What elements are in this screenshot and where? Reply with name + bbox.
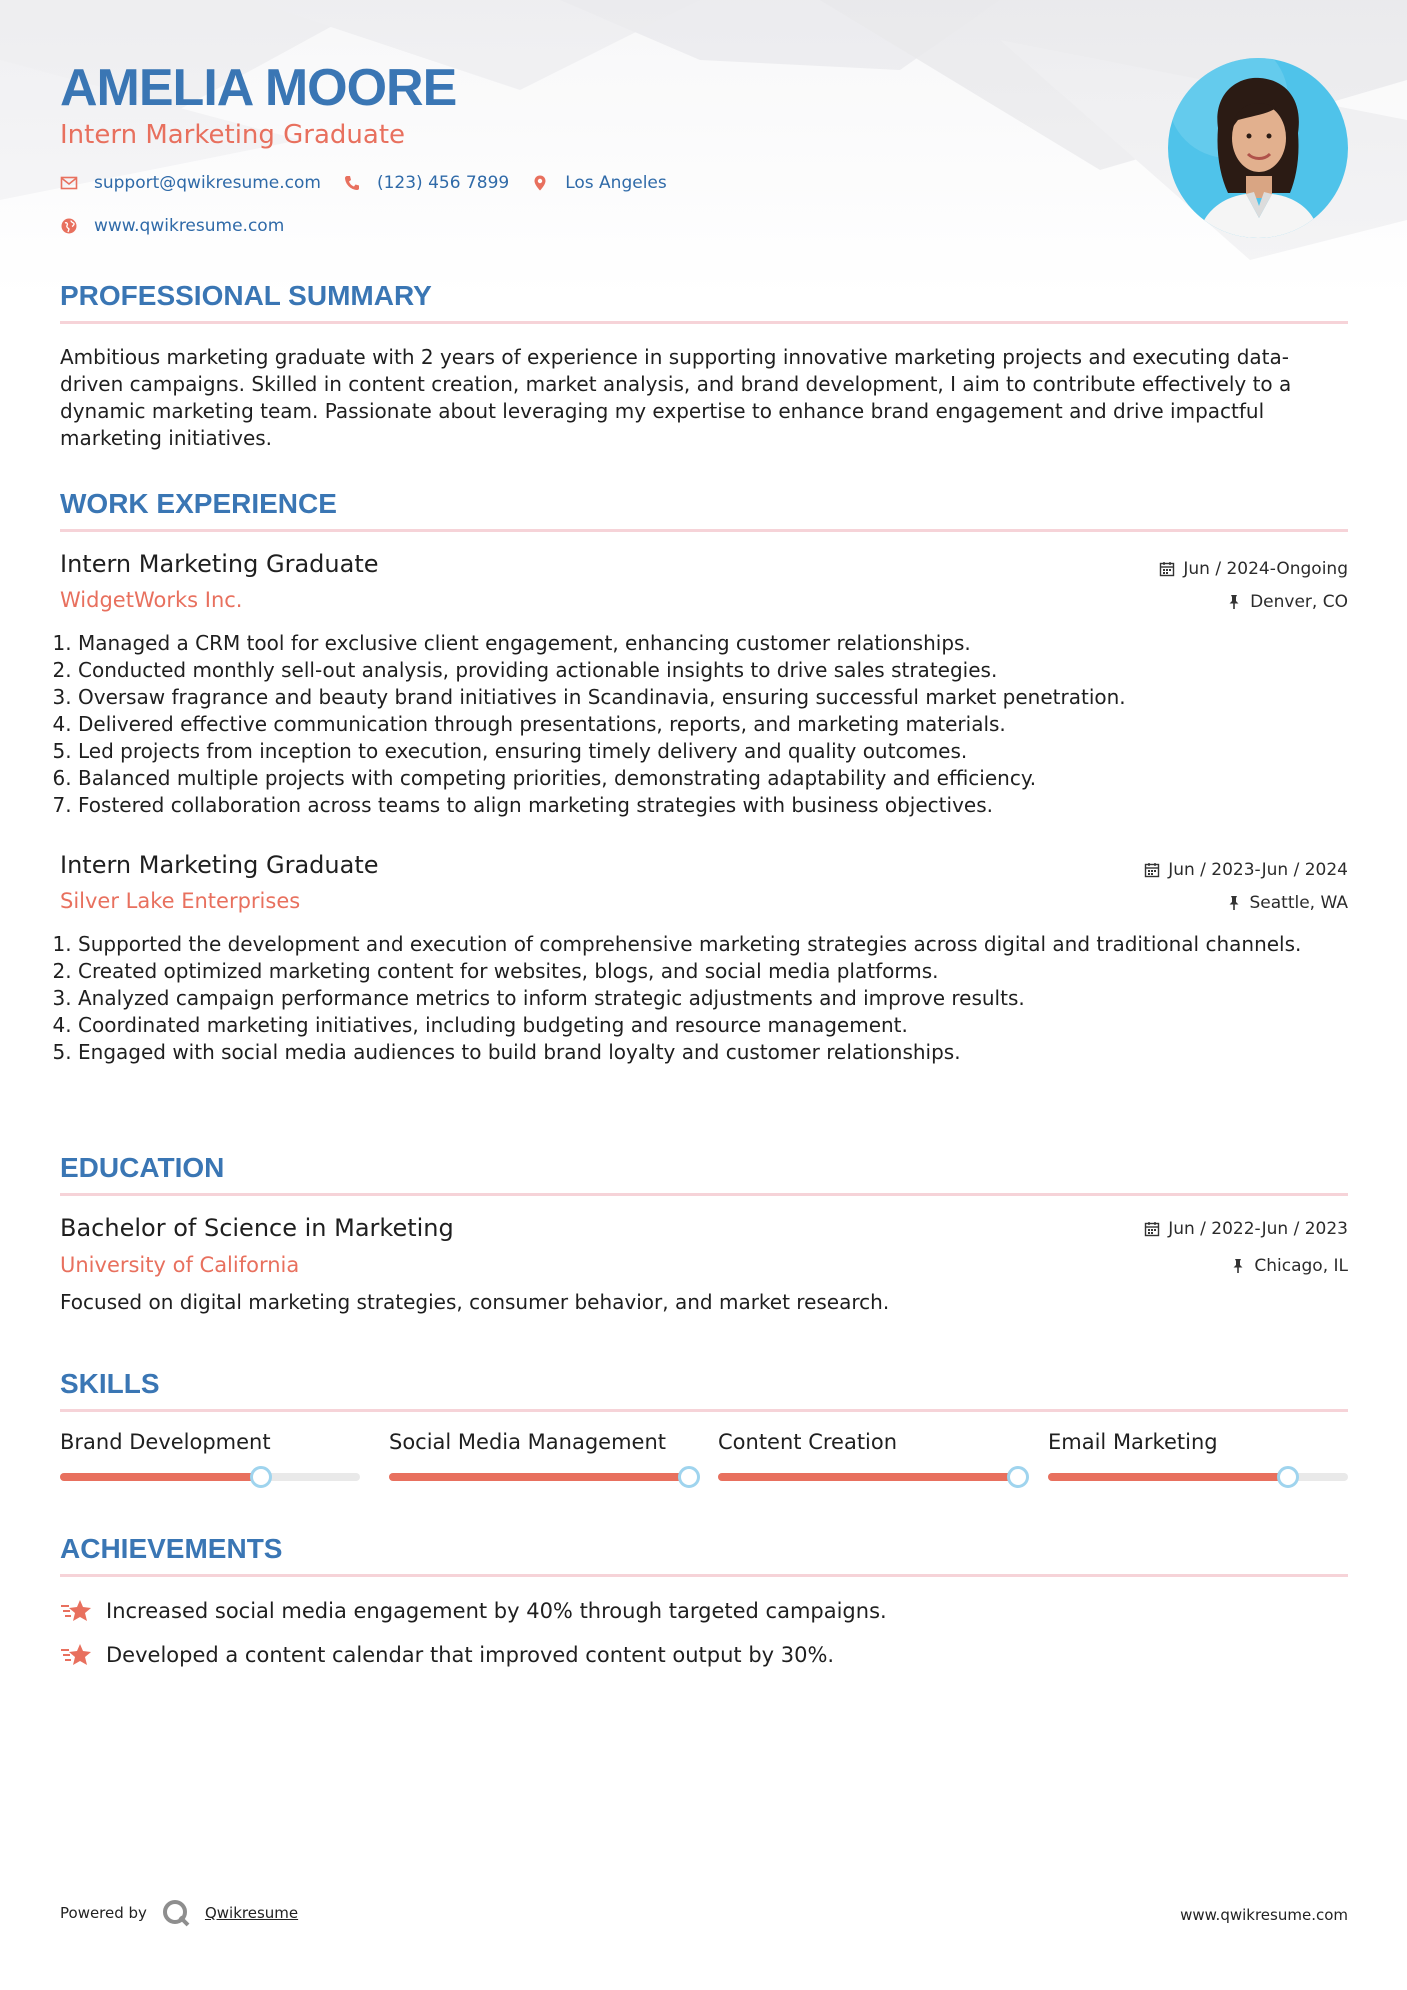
list-item: 4. Coordinated marketing initiatives, including budgeting and resource management. (78, 1012, 1366, 1039)
job-title: Intern Marketing Graduate (60, 550, 379, 578)
skill-item (1048, 1430, 1348, 1460)
achievement-text: Increased social media engagement by 40% through targeted campaigns. (106, 1599, 887, 1623)
list-item: 1. Supported the development and execution of comprehensive marketing strategies across digital and traditional channels. (78, 931, 1366, 958)
job-dates (1144, 860, 1348, 880)
skill-level-bar (389, 1473, 689, 1481)
candidate-name: AMELIA MOORE (60, 59, 457, 117)
qwikresume-logo-icon (161, 1898, 191, 1928)
list-item: 3. Oversaw fragrance and beauty brand initiatives in Scandinavia, ensuring successful market penetration. (78, 684, 1366, 711)
powered-by-label: Powered by (60, 1904, 147, 1922)
skill-track (718, 1473, 1018, 1481)
section-title-education: EDUCATION (60, 1152, 225, 1183)
phone-number[interactable]: (123) 456 7899 (376, 173, 510, 193)
list-item: 5. Led projects from inception to execution, ensuring timely delivery and quality outcomes. (78, 738, 1366, 765)
achievement-item (60, 1641, 834, 1669)
skill-name: Email Marketing (1048, 1430, 1218, 1454)
email-link[interactable]: support@qwikresume.com (94, 173, 321, 193)
section-divider (60, 529, 1348, 532)
job-location (1226, 592, 1348, 612)
list-item: 7. Fostered collaboration across teams to align marketing strategies with business objectives. (78, 792, 1366, 819)
achievement-item (60, 1597, 887, 1625)
company-name: Silver Lake Enterprises (60, 889, 301, 913)
location-text: Los Angeles (565, 173, 667, 193)
achievement-text: Developed a content calendar that improved content output by 30%. (106, 1643, 835, 1667)
skill-name: Social Media Management (389, 1430, 667, 1454)
star-icon (60, 1597, 92, 1625)
pushpin-icon (1226, 895, 1242, 911)
job-location (1226, 893, 1349, 913)
section-title-skills: SKILLS (60, 1368, 160, 1399)
job-dates-text: Jun / 2023-Jun / 2024 (1168, 860, 1348, 880)
education-dates (1144, 1219, 1348, 1239)
skill-track (389, 1473, 689, 1481)
list-item: 1. Managed a CRM tool for exclusive client engagement, enhancing customer relationships. (78, 630, 1366, 657)
job-bullets (60, 931, 1366, 1066)
list-item: 6. Balanced multiple projects with competing priorities, demonstrating adaptability and efficiency. (78, 765, 1366, 792)
skill-name: Brand Development (60, 1430, 271, 1454)
skill-level-bar (60, 1473, 261, 1481)
education-location (1230, 1256, 1348, 1276)
resume-page (60, 0, 1348, 1990)
section-divider (60, 1409, 1348, 1412)
education-description: Focused on digital marketing strategies, consumer behavior, and market research. (60, 1290, 890, 1314)
skill-item (389, 1430, 689, 1460)
website-row (60, 216, 306, 236)
skill-level-bar (718, 1473, 1018, 1481)
skill-level-knob[interactable] (250, 1466, 272, 1488)
section-divider (60, 321, 1348, 324)
list-item: 2. Created optimized marketing content for websites, blogs, and social media platforms. (78, 958, 1366, 985)
star-icon (60, 1641, 92, 1669)
profile-photo (1168, 58, 1348, 238)
map-pin-icon (531, 174, 549, 192)
section-divider (60, 1574, 1348, 1577)
list-item: 2. Conducted monthly sell-out analysis, providing actionable insights to drive sales strategies. (78, 657, 1366, 684)
summary-text: Ambitious marketing graduate with 2 years of experience in supporting innovative marketing projects and executing data-driven campaigns. Skilled in content creation, market analysis, and brand development, I aim to contribute effectively to a dynamic marketing team. Passionate about leveraging my expertise to enhance brand engagement and drive impactful marketing initiatives. (60, 345, 1292, 450)
calendar-icon (1159, 561, 1175, 577)
job-location-text: Denver, CO (1250, 592, 1348, 612)
skill-level-knob[interactable] (678, 1466, 700, 1488)
section-title-achievements: ACHIEVEMENTS (60, 1533, 283, 1564)
calendar-icon (1144, 1221, 1160, 1237)
job-title: Intern Marketing Graduate (60, 851, 379, 879)
skill-name: Content Creation (718, 1430, 898, 1454)
skill-item (60, 1430, 360, 1460)
calendar-icon (1144, 862, 1160, 878)
envelope-icon (60, 174, 78, 192)
school-name: University of California (60, 1253, 300, 1277)
contact-row (60, 173, 689, 193)
pushpin-icon (1226, 594, 1242, 610)
company-name: WidgetWorks Inc. (60, 588, 243, 612)
job-dates-text: Jun / 2024-Ongoing (1183, 559, 1348, 579)
skill-level-bar (1048, 1473, 1288, 1481)
section-divider (60, 1193, 1348, 1196)
education-location-text: Chicago, IL (1254, 1256, 1348, 1276)
list-item: 4. Delivered effective communication through presentations, reports, and marketing materials. (78, 711, 1366, 738)
skill-item (718, 1430, 1018, 1460)
section-title-experience: WORK EXPERIENCE (60, 488, 337, 519)
skill-level-knob[interactable] (1007, 1466, 1029, 1488)
website-link[interactable]: www.qwikresume.com (94, 216, 285, 236)
qwikresume-link[interactable]: Qwikresume (204, 1904, 299, 1922)
skill-track (1048, 1473, 1348, 1481)
footer-powered-by (60, 1898, 298, 1928)
globe-icon (60, 217, 78, 235)
skill-level-knob[interactable] (1277, 1466, 1299, 1488)
job-location-text: Seattle, WA (1249, 893, 1348, 913)
job-dates (1159, 559, 1348, 579)
pushpin-icon (1230, 1258, 1246, 1274)
phone-icon (343, 174, 361, 192)
education-dates-text: Jun / 2022-Jun / 2023 (1168, 1219, 1348, 1239)
degree-title: Bachelor of Science in Marketing (60, 1214, 454, 1242)
section-title-summary: PROFESSIONAL SUMMARY (60, 280, 432, 311)
footer-url[interactable]: www.qwikresume.com (1180, 1906, 1348, 1924)
skill-track (60, 1473, 360, 1481)
list-item: 5. Engaged with social media audiences to build brand loyalty and customer relationships. (78, 1039, 1366, 1066)
job-bullets (60, 630, 1366, 819)
list-item: 3. Analyzed campaign performance metrics to inform strategic adjustments and improve results. (78, 985, 1366, 1012)
candidate-role: Intern Marketing Graduate (60, 120, 406, 150)
